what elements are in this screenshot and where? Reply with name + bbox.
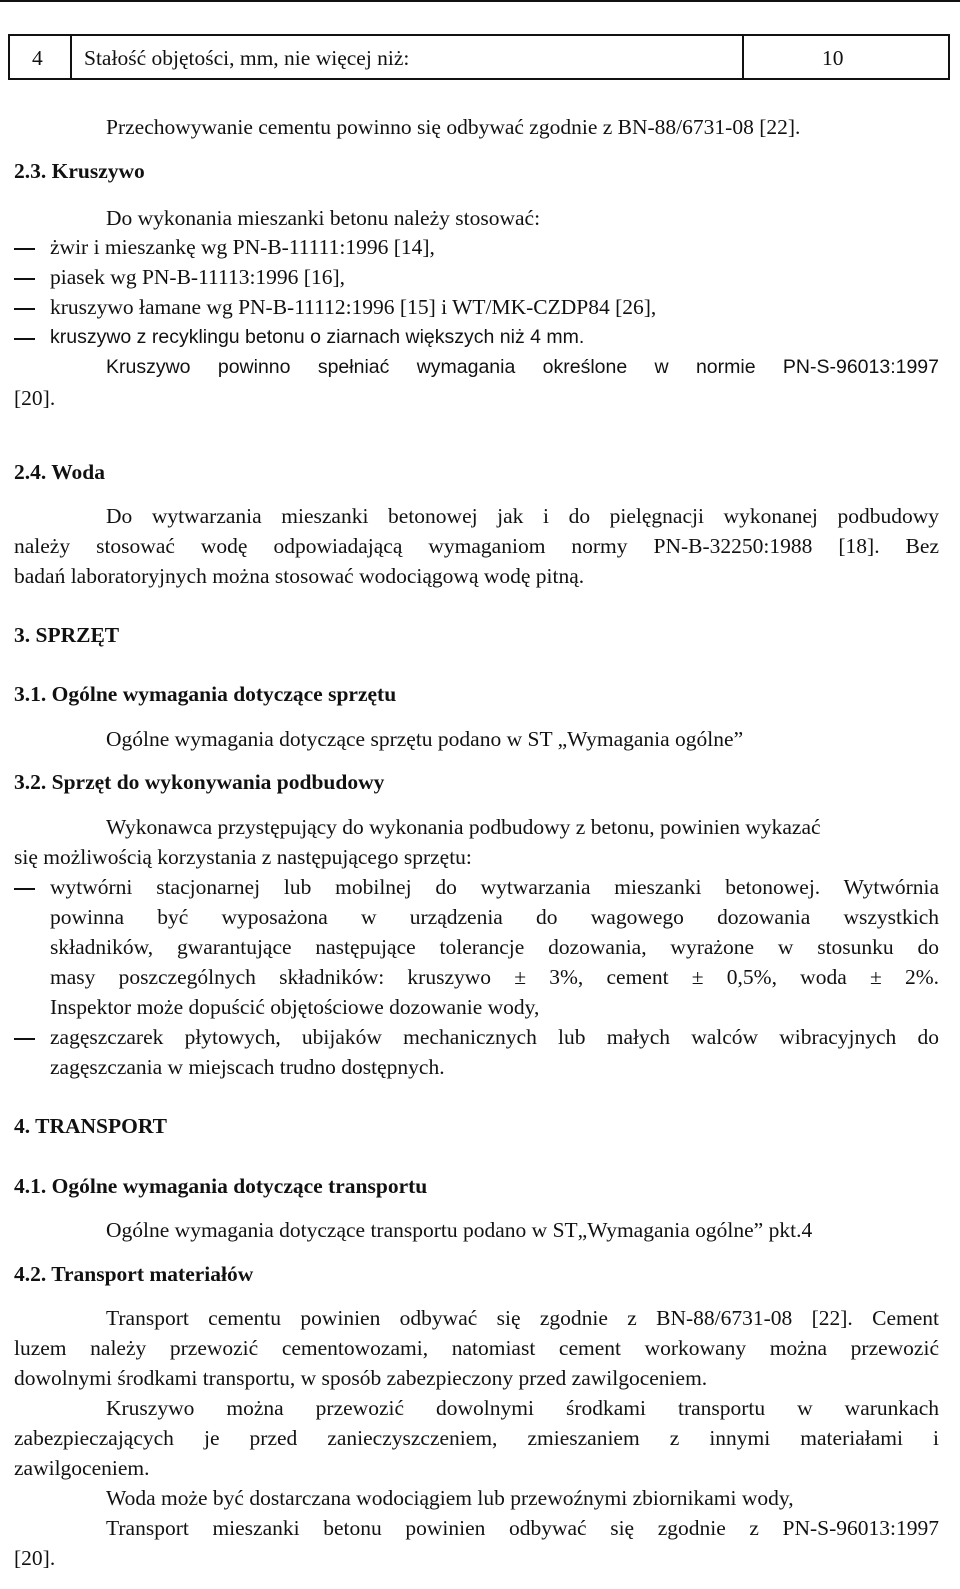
list-dash-icon: [14, 308, 35, 310]
aggregate-item: żwir i mieszankę wg PN-B-11111:1996 [14],: [50, 235, 435, 259]
equipment-item-line: zagęszczania w miejscach trudno dostępnych.: [50, 1055, 445, 1079]
section-3-1-heading: 3.1. Ogólne wymagania dotyczące sprzętu: [14, 682, 397, 706]
aggregate-transport-line: zabezpieczających je przed zanieczyszczeniem, zmieszaniem z innymi materiałami i: [14, 1426, 939, 1450]
water-transport-line: Woda może być dostarczana wodociągiem lub przewoźnymi zbiornikami wody,: [106, 1486, 794, 1510]
property-table-row: [8, 34, 950, 80]
list-dash-icon: [14, 278, 35, 280]
equipment-item-line: masy poszczególnych składników: kruszywo ± 3%, cement ± 0,5%, woda ± 2%.: [50, 965, 939, 989]
aggregate-transport-line: zawilgoceniem.: [14, 1456, 150, 1480]
cement-transport-line: Transport cementu powinien odbywać się zgodnie z BN-88/6731-08 [22]. Cement: [106, 1306, 939, 1330]
list-dash-icon: [14, 1038, 35, 1040]
list-dash-icon: [14, 248, 35, 250]
table-label-text: Stałość objętości, mm, nie więcej niż:: [84, 46, 410, 70]
aggregate-item: piasek wg PN-B-11113:1996 [16],: [50, 265, 345, 289]
aggregate-transport-line: Kruszywo można przewozić dowolnymi środkami transportu w warunkach: [106, 1396, 939, 1420]
section-2-3-heading: 2.3. Kruszywo: [14, 159, 145, 183]
equipment-item-line: powinna być wyposażona w urządzenia do wagowego dozowania wszystkich: [50, 905, 939, 929]
section-2-4-heading: 2.4. Woda: [14, 460, 106, 484]
table-number-text: 4: [32, 46, 43, 70]
section-3-2-heading: 3.2. Sprzęt do wykonywania podbudowy: [14, 770, 385, 794]
section-4-heading: 4. TRANSPORT: [14, 1114, 167, 1138]
transport-general-text: Ogólne wymagania dotyczące transportu podano w ST„Wymagania ogólne” pkt.4: [106, 1218, 813, 1242]
aggregate-requirement-line: [20].: [14, 386, 56, 410]
water-paragraph-line: Do wytwarzania mieszanki betonowej jak i do pielęgnacji wykonanej podbudowy: [106, 504, 939, 528]
water-paragraph-line: należy stosować wodę odpowiadającą wymaganiom normy PN-B-32250:1988 [18]. Bez: [14, 534, 939, 558]
aggregate-intro: Do wykonania mieszanki betonu należy stosować:: [106, 206, 541, 230]
equipment-item-line: wytwórni stacjonarnej lub mobilnej do wytwarzania mieszanki betonowej. Wytwórnia: [50, 875, 939, 899]
aggregate-item: kruszywo łamane wg PN-B-11112:1996 [15] i WT/MK-CZDP84 [26],: [50, 295, 657, 319]
table-cell-number: [10, 36, 72, 78]
section-4-1-heading: 4.1. Ogólne wymagania dotyczące transportu: [14, 1174, 428, 1198]
table-value-text: 10: [822, 46, 844, 70]
cement-transport-line: dowolnymi środkami transportu, w sposób zabezpieczony przed zawilgoceniem.: [14, 1366, 708, 1390]
water-paragraph-line: badań laboratoryjnych można stosować wodociągową wodę pitną.: [14, 564, 585, 588]
table-cell-label: [72, 36, 744, 78]
equipment-intro-line: Wykonawca przystępujący do wykonania podbudowy z betonu, powinien wykazać: [106, 815, 821, 839]
equipment-item-line: składników, gwarantujące następujące tolerancje dozowania, wyrażone w stosunku do: [50, 935, 939, 959]
equipment-item-line: Inspektor może dopuścić objętościowe dozowanie wody,: [50, 995, 540, 1019]
aggregate-requirement-line: Kruszywo powinno spełniać wymagania określone w normie PN-S-96013:1997: [106, 356, 939, 378]
cement-storage-text: Przechowywanie cementu powinno się odbywać zgodnie z BN-88/6731-08 [22].: [106, 115, 801, 139]
equipment-intro-line: się możliwością korzystania z następującego sprzętu:: [14, 845, 472, 869]
cement-transport-line: luzem należy przewozić cementowozami, natomiast cement workowany można przewozić: [14, 1336, 939, 1360]
aggregate-item: kruszywo z recyklingu betonu o ziarnach większych niż 4 mm.: [50, 326, 585, 348]
equipment-general-text: Ogólne wymagania dotyczące sprzętu podano w ST „Wymagania ogólne”: [106, 727, 744, 751]
equipment-item-line: zagęszczarek płytowych, ubijaków mechanicznych lub małych walców wibracyjnych do: [50, 1025, 939, 1049]
list-dash-icon: [14, 338, 35, 340]
top-rule: [0, 0, 960, 2]
mix-transport-line: Transport mieszanki betonu powinien odbywać się zgodnie z PN-S-96013:1997: [106, 1516, 939, 1540]
mix-transport-line: [20].: [14, 1546, 56, 1570]
section-3-heading: 3. SPRZĘT: [14, 623, 120, 647]
section-4-2-heading: 4.2. Transport materiałów: [14, 1262, 254, 1286]
list-dash-icon: [14, 888, 35, 890]
